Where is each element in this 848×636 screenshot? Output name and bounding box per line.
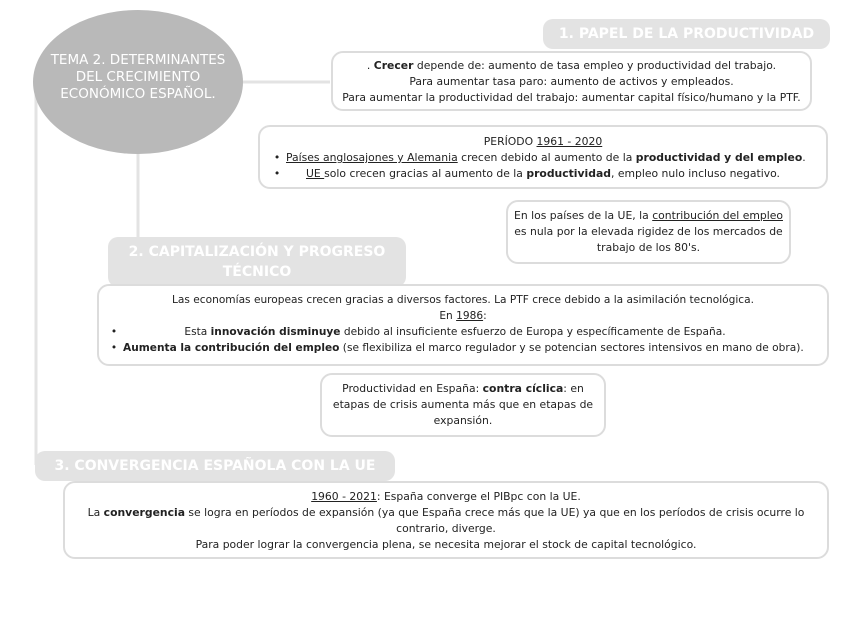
- growth-line-2: Para aumentar tasa paro: aumento de activos y empleados.: [409, 75, 734, 88]
- capital-bullet-1: • Esta innovación disminuye debido al insuficiente esfuerzo de Europa y específicamente de España.: [110, 326, 726, 338]
- section2-header[interactable]: [108, 237, 406, 287]
- section1-box-period[interactable]: [258, 125, 828, 189]
- section3-title: 3. CONVERGENCIA ESPAÑOLA CON LA UE: [54, 458, 376, 474]
- growth-line-3: Para aumentar la productividad del trabajo: aumentar capital físico/humano y la PTF.: [342, 91, 801, 104]
- period-heading: PERÍODO 1961 - 2020: [483, 135, 603, 148]
- employment-line-1: En los países de la UE, la contribución del empleo: [514, 209, 783, 222]
- employment-line-3: trabajo de los 80's.: [596, 241, 701, 254]
- employment-line-2: es nula por la elevada rigidez de los mercados de: [514, 225, 783, 238]
- section2-box-countercyclical[interactable]: [320, 373, 606, 437]
- convergence-line-4: Para poder lograr la convergencia plena, se necesita mejorar el stock de capital tecnológico.: [195, 538, 697, 551]
- section1-box-growth[interactable]: [331, 51, 812, 111]
- section2-box-capital[interactable]: [97, 284, 829, 366]
- section2-title-line-1: 2. CAPITALIZACIÓN Y PROGRESO: [128, 244, 386, 260]
- root-topic[interactable]: [33, 10, 243, 154]
- section1-header[interactable]: [543, 19, 830, 49]
- convergence-line-1: 1960 - 2021: España converge el PIBpc con la UE.: [311, 490, 581, 503]
- convergence-line-3: contrario, diverge.: [396, 522, 496, 535]
- convergence-line-2: La convergencia se logra en períodos de expansión (ya que España crece más que la UE) ya que en los períodos de crisis ocurre lo: [87, 506, 805, 519]
- countercyclical-line-1: Productividad en España: contra cíclica: en: [342, 382, 584, 395]
- period-bullet-1: • Países anglosajones y Alemania crecen debido al aumento de la productividad y del empleo.: [273, 151, 806, 164]
- root-line-3: ECONÓMICO ESPAÑOL.: [60, 86, 216, 102]
- section3-header[interactable]: [35, 451, 395, 481]
- section3-box-convergence[interactable]: [63, 481, 829, 559]
- capital-bullet-2: • Aumenta la contribución del empleo (se flexibiliza el marco regulador y se potencian sectores intensivos en mano de obra).: [110, 342, 804, 354]
- section2-title-line-2: TÉCNICO: [222, 264, 292, 280]
- section1-title: 1. PAPEL DE LA PRODUCTIVIDAD: [558, 26, 815, 42]
- capital-line-2: En 1986:: [439, 310, 487, 322]
- root-line-2: DEL CRECIMIENTO: [75, 69, 201, 85]
- section1-box-employment[interactable]: [506, 200, 791, 264]
- period-bullet-2: • UE solo crecen gracias al aumento de la productividad, empleo nulo incluso negativo.: [273, 167, 780, 180]
- countercyclical-line-3: expansión.: [433, 414, 493, 427]
- root-line-1: TEMA 2. DETERMINANTES: [50, 52, 226, 68]
- growth-line-1: . Crecer depende de: aumento de tasa empleo y productividad del trabajo.: [366, 59, 777, 72]
- capital-line-1: Las economías europeas crecen gracias a diversos factores. La PTF crece debido a la asimilación tecnológica.: [172, 294, 754, 306]
- countercyclical-line-2: etapas de crisis aumenta más que en etapas de: [332, 398, 594, 411]
